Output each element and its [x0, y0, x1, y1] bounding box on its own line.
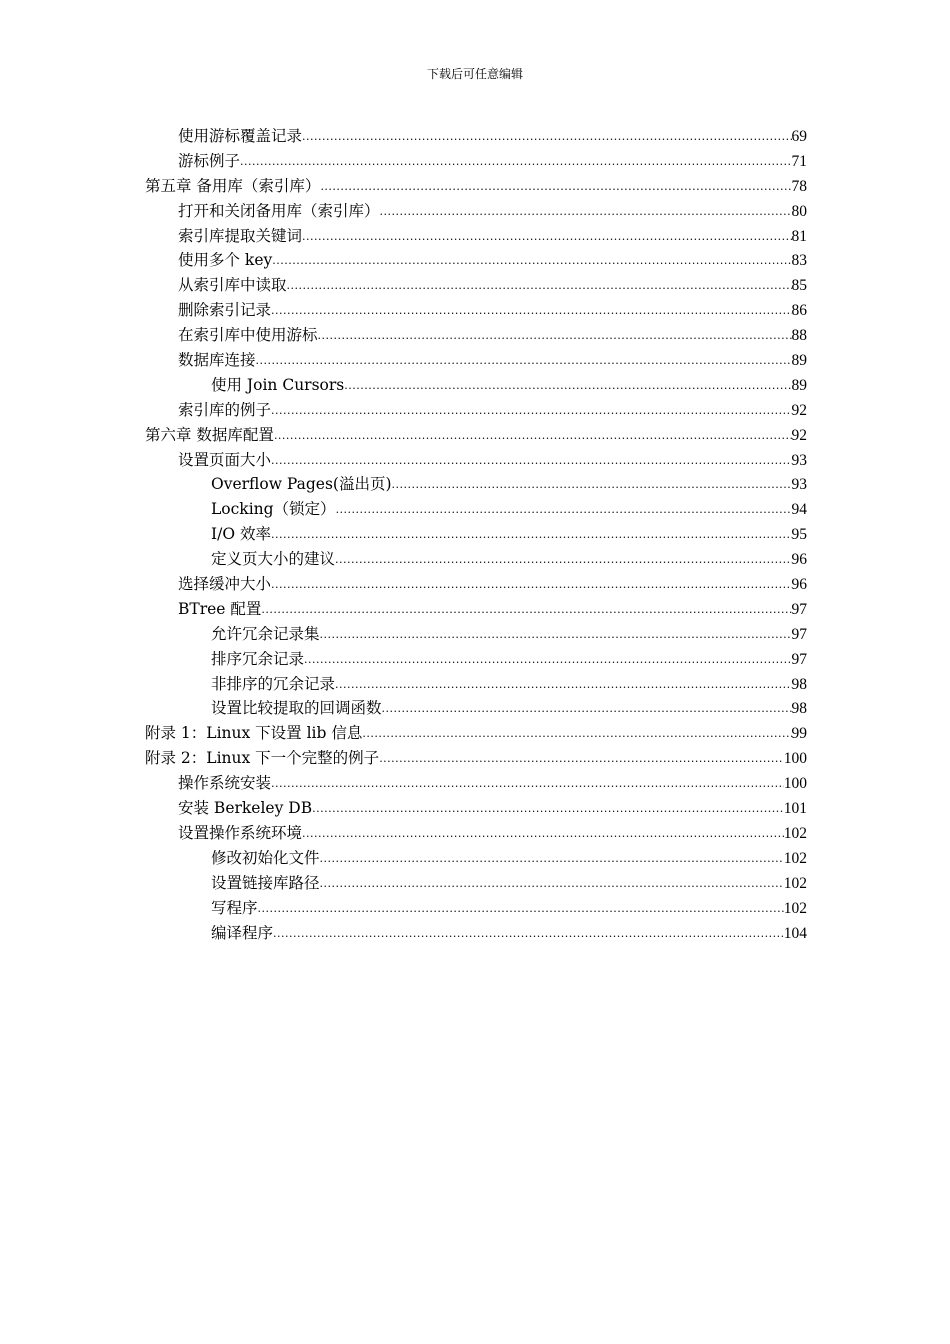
toc-page-number: 97	[791, 650, 807, 668]
toc-dot-leader	[344, 374, 791, 399]
toc-page-number: 96	[791, 551, 807, 569]
toc-entry-title: 排序冗余记录	[211, 649, 305, 668]
toc-dot-leader	[380, 200, 792, 225]
toc-dot-leader	[320, 872, 784, 897]
toc-entry-title: 允许冗余记录集	[211, 624, 320, 643]
toc-dot-leader	[271, 523, 792, 548]
page-header: 下载后可任意编辑	[426, 67, 523, 81]
toc-entry-title: 数据库连接	[178, 351, 256, 370]
toc-dot-leader	[304, 648, 791, 673]
toc-page-number: 102	[783, 849, 807, 867]
toc-page-number: 102	[783, 874, 807, 892]
toc-page-number: 71	[791, 152, 807, 170]
table-of-contents	[145, 124, 807, 945]
toc-page-number: 102	[783, 899, 807, 917]
toc-dot-leader	[274, 424, 792, 449]
toc-dot-leader	[392, 473, 792, 498]
toc-entry-title: 游标例子	[178, 151, 241, 170]
toc-dot-leader	[312, 797, 784, 822]
toc-entry[interactable]	[145, 846, 807, 871]
toc-entry[interactable]	[145, 622, 807, 647]
toc-entry[interactable]	[145, 597, 807, 622]
toc-dot-leader	[379, 747, 784, 772]
toc-entry-title: 写程序	[211, 898, 258, 917]
toc-entry-title: 索引库提取关键词	[178, 226, 303, 245]
toc-dot-leader	[287, 274, 792, 299]
toc-dot-leader	[302, 125, 791, 150]
toc-dot-leader	[335, 673, 791, 698]
toc-page-number: 96	[791, 576, 807, 594]
toc-entry[interactable]	[145, 871, 807, 896]
toc-page-number: 88	[791, 327, 807, 345]
toc-entry-title: 第五章 备用库（索引库）	[145, 176, 321, 195]
toc-entry[interactable]	[145, 746, 807, 771]
toc-page-number: 101	[783, 800, 807, 818]
toc-page-number: 98	[791, 700, 807, 718]
toc-entry-title: 使用多个 key	[178, 251, 273, 270]
toc-page-number: 100	[783, 775, 807, 793]
toc-entry-title: 使用游标覆盖记录	[178, 127, 303, 145]
toc-entry-title: Locking（锁定）	[211, 500, 336, 519]
toc-entry-title: 定义页大小的建议	[211, 550, 336, 569]
toc-entry[interactable]	[145, 224, 807, 249]
toc-entry[interactable]	[145, 771, 807, 796]
toc-dot-leader	[271, 399, 791, 424]
toc-entry[interactable]	[145, 398, 807, 423]
toc-entry-title: 非排序的冗余记录	[211, 674, 336, 693]
toc-entry-title: 使用 Join Cursors	[211, 375, 345, 394]
toc-page-number: 92	[791, 401, 807, 419]
toc-dot-leader	[258, 897, 784, 922]
toc-page-number: 97	[791, 625, 807, 643]
toc-dot-leader	[382, 697, 792, 722]
toc-entry[interactable]	[145, 373, 807, 398]
toc-entry-title: 第六章 数据库配置	[145, 425, 274, 444]
toc-entry-title: 附录 1：Linux 下设置 lib 信息	[145, 724, 363, 743]
toc-page-number: 104	[783, 924, 807, 942]
toc-dot-leader	[320, 175, 791, 200]
toc-page-number: 78	[791, 177, 807, 195]
toc-entry-title: 安装 Berkeley DB	[178, 799, 313, 818]
toc-entry[interactable]	[145, 124, 807, 149]
toc-dot-leader	[272, 249, 791, 274]
toc-entry-title: I/O 效率	[211, 525, 271, 544]
toc-entry-title: 附录 2：Linux 下一个完整的例子	[145, 749, 380, 768]
toc-entry[interactable]	[145, 448, 807, 473]
toc-entry[interactable]	[145, 248, 807, 273]
toc-entry[interactable]	[145, 423, 807, 448]
toc-entry-title: 索引库的例子	[178, 400, 272, 419]
toc-dot-leader	[302, 822, 784, 847]
toc-dot-leader	[256, 349, 792, 374]
toc-entry[interactable]	[145, 572, 807, 597]
toc-page-number: 93	[791, 476, 807, 494]
toc-entry[interactable]	[145, 721, 807, 746]
toc-entry[interactable]	[145, 149, 807, 174]
toc-page-number: 94	[791, 501, 807, 519]
toc-page-number: 99	[791, 725, 807, 743]
toc-entry[interactable]	[145, 821, 807, 846]
toc-dot-leader	[362, 722, 791, 747]
toc-entry-title: BTree 配置	[178, 599, 262, 618]
toc-entry[interactable]	[145, 647, 807, 672]
toc-dot-leader	[271, 449, 791, 474]
toc-dot-leader	[320, 847, 784, 872]
toc-entry-title: 修改初始化文件	[211, 848, 320, 867]
toc-dot-leader	[261, 598, 791, 623]
toc-entry-title: 设置比较提取的回调函数	[211, 699, 382, 718]
toc-page-number: 69	[791, 128, 807, 145]
toc-entry-title: Overflow Pages(溢出页)	[211, 475, 392, 494]
toc-dot-leader	[336, 498, 792, 523]
toc-page-number: 97	[791, 600, 807, 618]
toc-entry[interactable]	[145, 547, 807, 572]
toc-entry[interactable]	[145, 921, 807, 946]
toc-entry[interactable]	[145, 174, 807, 199]
toc-dot-leader	[335, 548, 791, 573]
toc-entry[interactable]	[145, 273, 807, 298]
toc-dot-leader	[302, 225, 791, 250]
toc-entry[interactable]	[145, 472, 807, 497]
toc-entry[interactable]	[145, 199, 807, 224]
toc-entry-title: 设置链接库路径	[211, 873, 320, 892]
toc-entry-title: 选择缓冲大小	[178, 575, 272, 594]
toc-dot-leader	[320, 623, 792, 648]
toc-entry[interactable]	[145, 497, 807, 522]
toc-page-number: 81	[791, 227, 807, 245]
toc-entry[interactable]	[145, 696, 807, 721]
toc-entry-title: 在索引库中使用游标	[178, 326, 318, 345]
toc-page-number: 89	[791, 376, 807, 394]
toc-page-number: 86	[791, 302, 807, 320]
toc-entry[interactable]	[145, 298, 807, 323]
toc-page-number: 85	[791, 277, 807, 295]
toc-entry-title: 设置页面大小	[178, 450, 272, 469]
toc-dot-leader	[318, 324, 792, 349]
toc-entry[interactable]	[145, 522, 807, 547]
toc-entry-title: 打开和关闭备用库（索引库）	[178, 201, 380, 220]
toc-page-number: 102	[783, 824, 807, 842]
toc-page-number: 83	[791, 252, 807, 270]
toc-entry-title: 操作系统安装	[178, 774, 272, 793]
toc-page-number: 98	[791, 675, 807, 693]
toc-page-number: 95	[791, 526, 807, 544]
toc-page-number: 89	[791, 352, 807, 370]
toc-dot-leader	[271, 299, 791, 324]
toc-entry-title: 编译程序	[211, 923, 274, 942]
toc-page-number: 80	[791, 202, 807, 220]
toc-entry[interactable]	[145, 323, 807, 348]
toc-entry-title: 从索引库中读取	[178, 276, 287, 295]
toc-dot-leader	[271, 573, 791, 598]
toc-entry[interactable]	[145, 796, 807, 821]
toc-entry[interactable]	[145, 348, 807, 373]
toc-page-number: 92	[791, 426, 807, 444]
toc-entry[interactable]	[145, 672, 807, 697]
toc-page-number: 93	[791, 451, 807, 469]
toc-dot-leader	[273, 922, 784, 947]
toc-entry-title: 删除索引记录	[178, 301, 272, 320]
toc-entry[interactable]	[145, 896, 807, 921]
toc-page-number: 100	[783, 750, 807, 768]
toc-dot-leader	[271, 772, 784, 797]
toc-entry-title: 设置操作系统环境	[178, 823, 303, 842]
toc-dot-leader	[240, 150, 791, 175]
